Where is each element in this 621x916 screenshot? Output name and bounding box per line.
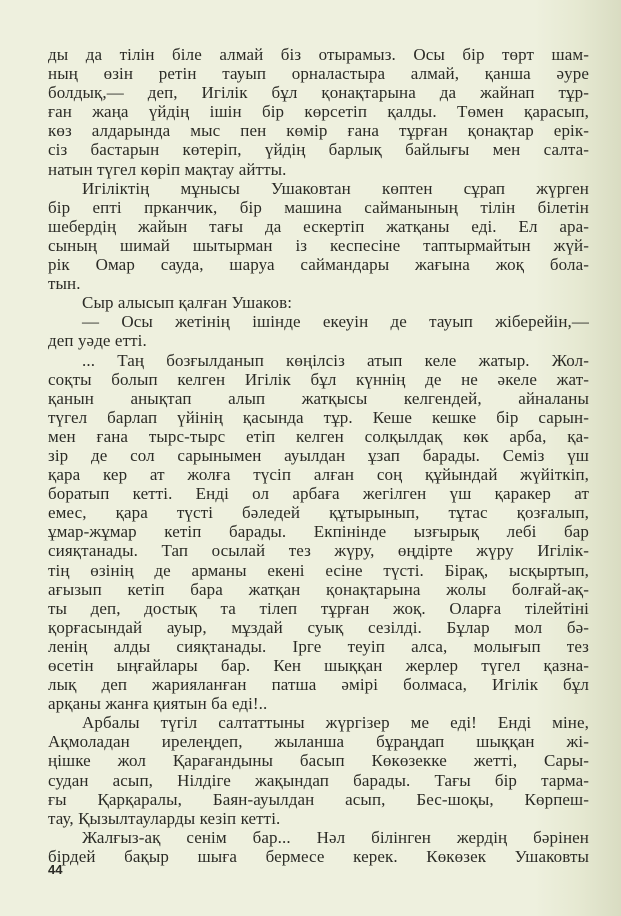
text-line: Ақмоладан ирелеңдеп, жыланша бұраңдап шыққан жі- — [48, 732, 589, 752]
text-line: зір де сол сарынымен ауылдан ұзап барады. Семіз үш — [48, 445, 589, 465]
text-line: Арбалы түгіл салтаттыны жүргізер ме еді! Енді міне, — [82, 713, 589, 733]
text-line: деп уәде етті. — [48, 331, 147, 351]
text-line: лық деп жарияланған патша әмірі болмаса, Игілік бұл — [48, 675, 589, 695]
text-line: қара кер ат жолға түсіп алған соң құйындай жүйіткіп, — [48, 465, 589, 485]
text-line: сияқтанады. Тап осылай тез жүру, өңдірте жүру Игілік- — [48, 541, 589, 561]
text-line: сының шимай шытырман із кеспесіне таптырмайтын жүй- — [48, 235, 589, 255]
text-line: бірдей бақыр шыға бермесе керек. Көкөзек Ушаковты — [48, 846, 589, 866]
text-line: натын түгел көріп мақтау айтты. — [48, 159, 287, 179]
page-body-text — [48, 45, 589, 866]
text-line: судан асып, Нілдіге жақындап барады. Тағы бір тарма- — [48, 770, 589, 790]
text-line: Сыр алысып қалған Ушаков: — [82, 293, 293, 313]
text-line: көз алдарында мыс пен көмір ғана тұрған қонақтар ерік- — [48, 121, 589, 141]
text-line: — Осы жетінің ішінде екеуін де тауып жіберейін,— — [82, 312, 589, 332]
text-line: қорғасындай ауыр, мұздай суық сезілді. Бұлар мол бә- — [48, 617, 589, 637]
text-line: Игіліктің мұнысы Ушаковтан көптен сұрап жүрген — [82, 178, 589, 198]
text-line: боратып кетті. Енді ол арбаға жегілген үш қаракер ат — [48, 484, 589, 504]
text-line: сіз бастарын көтеріп, үйдің барлық байлығы мен салта- — [48, 140, 589, 160]
text-line: өсетін ыңғайлары бар. Кен шыққан жерлер түгел қазна- — [48, 656, 589, 675]
text-line: ұмар-жұмар кетіп барады. Екпінінде ызғырық лебі бар — [48, 522, 589, 542]
text-line: ты деп, достық та тілеп тұрған жоқ. Оларға тілейтіні — [48, 598, 589, 618]
text-line: тің өзінің де арманы екені есіне түсті. Бірақ, ысқыртып, — [48, 560, 589, 580]
text-line: қанын анықтап алып жатқысы келгендей, айналаны — [48, 388, 589, 408]
text-line: емес, қара түсті бәледей құтырынып, тұтас қозғалып, — [48, 503, 589, 523]
text-line: ағызып кетіп бара жатқан қонақтарына жолы болғай-ақ- — [48, 579, 589, 599]
text-line: ңішке жол Қарағандыны басып Көкөзекке жетті, Сары- — [48, 751, 589, 771]
text-line: ның өзін ретін тауып орналастыра алмай, қанша әуре — [48, 64, 589, 84]
text-line: арқаны жанға қиятын ба еді!.. — [48, 694, 268, 714]
text-line: ленің алды сияқтанады. Ірге теуіп алса, молығып тез — [48, 636, 589, 656]
text-line: болдық,— деп, Игілік бұл қонақтарына да жайнап тұр- — [48, 83, 589, 103]
text-line: ған жаңа үйдің ішін бір көрсетіп қалды. Төмен қарасып, — [48, 102, 589, 122]
text-line: тау, Қызылтауларды кезіп кетті. — [48, 808, 281, 828]
text-line: ды да тілін біле алмай біз отырамыз. Осы бір төрт шам- — [48, 45, 589, 64]
page-number: 44 — [48, 862, 63, 877]
text-line: рік Омар сауда, шаруа саймандары жағына жоқ бола- — [48, 255, 589, 275]
text-line: түгел барлап үйінің қасында тұр. Кеше кешке бір сарын- — [48, 407, 589, 427]
text-line: ... Таң бозғылданып көңілсіз атып келе жатыр. Жол- — [82, 350, 589, 370]
text-line: Жалғыз-ақ сенім бар... Нәл білінген жердің бәрінен — [82, 827, 589, 847]
text-line: тын. — [48, 274, 81, 294]
text-line: соқты болып келген Игілік бұл күннің де не әкеле жат- — [48, 369, 589, 389]
text-line: ғы Қарқаралы, Баян-ауылдан асып, Бес-шоқы, Көрпеш- — [48, 789, 589, 809]
text-line: шебердің жайын тағы да ескертіп жатқаны еді. Ел ара- — [48, 216, 589, 236]
text-line: мен ғана тырс-тырс етіп келген солқылдақ көк арба, қа- — [48, 426, 589, 446]
text-line: бір епті прканчик, бір машина сайманының тілін білетін — [48, 197, 589, 217]
